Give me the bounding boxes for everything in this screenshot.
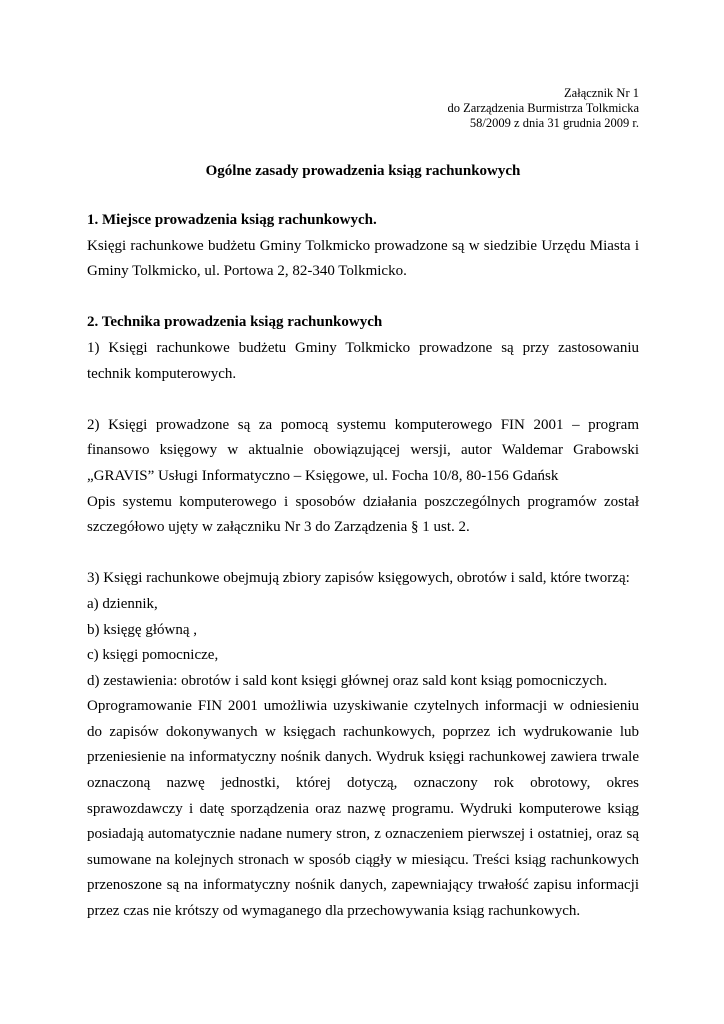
list-item: b) księgę główną ,	[87, 621, 197, 638]
document-body	[87, 208, 639, 925]
list-item: c) księgi pomocnicze,	[87, 647, 219, 664]
list-item: a) dziennik,	[87, 595, 158, 612]
attachment-line-3: 58/2009 z dnia 31 grudnia 2009 r.	[469, 116, 639, 130]
section-1-heading: 1. Miejsce prowadzenia ksiąg rachunkowych.	[87, 212, 377, 228]
section-2-heading: 2. Technika prowadzenia ksiąg rachunkowych	[87, 314, 383, 331]
spacer	[87, 285, 639, 311]
section-2-paragraph-3: Opis systemu komputerowego i sposobów działania poszczególnych programów został szczegółowo ujęty w załączniku Nr 3 do Zarządzenia § 1 ust. 2.	[87, 493, 639, 536]
section-2-paragraph-2: 2) Księgi prowadzone są za pomocą systemu komputerowego FIN 2001 – program finansowo księgowy w aktualnie obowiązującej wersji, autor Waldemar Grabowski „GRAVIS” Usługi Informatyczno – Księgowe, ul. Focha 10/8, 80-156 Gdańsk	[87, 416, 639, 484]
list-item: d) zestawienia: obrotów i sald kont księgi głównej oraz sald kont ksiąg pomocniczych.	[87, 672, 608, 689]
section-1-text: Księgi rachunkowe budżetu Gminy Tolkmicko prowadzone są w siedzibie Urzędu Miasta i Gminy Tolkmicko, ul. Portowa 2, 82-340 Tolkmicko.	[87, 237, 639, 280]
attachment-line-1: Załącznik Nr 1	[564, 86, 639, 100]
attachment-note	[447, 86, 639, 131]
document-title: Ogólne zasady prowadzenia ksiąg rachunkowych	[205, 163, 521, 179]
attachment-line-2: do Zarządzenia Burmistrza Tolkmicka	[447, 101, 639, 115]
section-2-paragraph-4: 3) Księgi rachunkowe obejmują zbiory zapisów księgowych, obrotów i sald, które tworzą:	[87, 570, 630, 587]
section-2-paragraph-5: Oprogramowanie FIN 2001 umożliwia uzyskiwanie czytelnych informacji w odniesieniu do zapisów dokonywanych w księgach rachunkowych, poprzez ich wydrukowanie lub przeniesienie na informatyczny nośnik danych. Wydruk księgi rachunkowej zawiera trwale oznaczoną nazwę jednostki, której dotyczą, oznaczony rok obrotowy, okres sprawozdawczy i datę sporządzenia oraz nazwę programu. Wydruki komputerowe ksiąg posiadają automatycznie nadane numery stron, z oznaczeniem pierwszej i ostatniej, oraz są sumowane na kolejnych stronach w sposób ciągły w miesiącu. Treści ksiąg rachunkowych przenoszone są na informatyczny nośnik danych, zapewniający trwałość zapisu informacji przez czas nie krótszy od wymaganego dla przechowywania ksiąg rachunkowych.	[87, 698, 639, 920]
document-page	[87, 0, 639, 1024]
section-2-paragraph-1: 1) Księgi rachunkowe budżetu Gminy Tolkmicko prowadzone są przy zastosowaniu technik komputerowych.	[87, 339, 639, 382]
spacer	[87, 387, 639, 413]
spacer	[87, 541, 639, 567]
